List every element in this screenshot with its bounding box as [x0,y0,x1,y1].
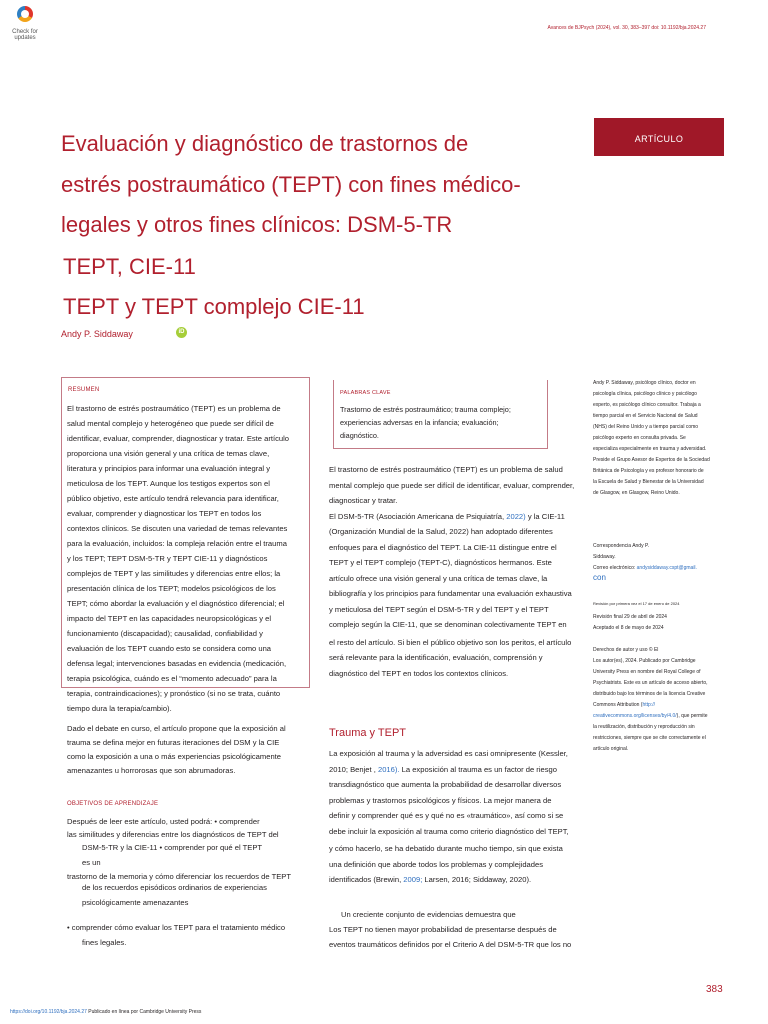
correspondence-line [593,563,697,574]
keywords-line: diagnóstico. [340,431,379,440]
intro-line: complejo según la CIE-11, que se denominan colectivamente TEPT en [329,620,567,629]
objectives-line: es un [82,858,101,867]
abstract-line: público objetivo, este artículo tendrá relevancia para identificar, [67,494,279,503]
intro-line: mental complejo que puede ser difícil de identificar, evaluar, comprender, [329,480,575,490]
trauma-line: La exposición al trauma y la adversidad es casi omnipresente (Kessler, [329,749,568,758]
debate-line: como la exposición a una o más experiencias psicológicamente [67,752,282,761]
abstract-line: identificar, evaluar, comprender, diagnosticar y tratar. Este artículo [67,434,290,443]
title-line: Evaluación y diagnóstico de trastornos de [61,131,469,156]
doi-link[interactable]: https://doi.org/10.1192/bja.2024.27 [10,1009,87,1015]
intro-line: el resto del artículo. Si bien el público objetivo son los peritos, el artículo [329,637,572,647]
abstract-line: funcionamiento (discapacidad); causalidad, confiabilidad y [67,629,263,638]
license-text: ), que permite [676,713,708,719]
bio-line: especializa especialmente en trauma y adversidad. [593,446,707,452]
objectives-line: DSM-5-TR y la CIE-11 • comprender por qué el TEPT [82,843,263,852]
revised-date: Revisión final 29 de abril de 2024 [593,614,667,620]
paragraph-line: Los TEPT no tienen mayor probabilidad de presentarse después de [329,925,557,934]
abstract-line: meticulosa de los TEPT. Aunque los testigos expertos son el [67,479,270,488]
license-link[interactable]: http:// [642,702,655,708]
license-line: University Press en nombre del Royal College of [593,669,701,675]
license-line: la reutilización, distribución y reproducción sin [593,724,695,730]
title-line: TEPT, CIE-11 [63,254,196,279]
abstract-line: literatura y principios para informar una evaluación integral y [67,464,271,473]
objectives-line: psicológicamente amenazantes [82,898,189,907]
license-line: Los autor(es), 2024. Publicado por Cambridge [593,658,696,664]
trauma-line: debe incluir la exposición al trauma como criterio diagnóstico del TEPT, [329,826,569,836]
received-date: Revisión por primera vez el 17 de enero de 2024 [593,601,680,606]
debate-line: trauma se defina mejor en futuras iteraciones del DSM y la CIE [67,738,280,747]
intro-paragraph [329,462,591,681]
author-bio [593,378,710,499]
doi-text: Publicado en línea por Cambridge University Press [86,1009,202,1015]
intro-text: El DSM-5-TR (Asociación Americana de Psiquiatría, [329,511,507,521]
abstract-line: salud mental complejo y heterogéneo que puede ser difícil de [67,419,274,428]
intro-line: El trastorno de estrés postraumático (TEPT) es un problema de salud [329,465,563,474]
trauma-text: identificados (Brewin, [329,875,404,884]
bio-line: (NHS) del Reino Unido y a tiempo parcial como [593,424,699,430]
license-line: Derechos de autor y uso © El [593,647,659,653]
intro-line: artículo ofrece una visión general y una crítica de temas clave, la [329,573,548,583]
abstract-line: terapia, contraindicaciones); y pronóstico (si no se trata, cuánto [67,689,281,698]
intro-line: diagnosticar y tratar. [329,496,398,505]
section-heading: Trauma y TEPT [329,727,407,739]
bio-line: psicología clínica, psicólogo clínico y psicólogo [593,391,697,397]
abstract-line: complejos de TEPT y las similitudes y diferencias entre ellos; la [67,569,281,578]
badge-line2: updates [14,35,36,41]
abstract-line: proporciona una visión general y una crítica de temas clave, [67,449,270,458]
trauma-line: transdiagnóstico que aumenta la probabilidad de desarrollar diversos [329,780,562,789]
objectives-line: trastorno de la memoria y cómo diferenciar los recuerdos de TEPT [67,872,291,881]
trauma-line [329,762,591,778]
title-line: estrés postraumático (TEPT) con fines médico- [61,172,521,197]
trauma-line: y cómo hacerlo, se ha debatido durante mucho tiempo, sin que exista [329,844,563,853]
author-name[interactable]: Andy P. Siddaway [61,329,133,339]
license-line: restricciones, siempre que se cite correctamente el [593,735,706,741]
keywords-heading: PALABRAS CLAVE [340,390,391,396]
abstract-heading: RESUMEN [68,387,100,393]
email-link-tail[interactable]: con [593,573,606,582]
license-link[interactable]: creativecommons.org/licenses/by/4.0/ [593,713,677,719]
trauma-line: una definición que aborde todos los problemas y complejidades [329,859,544,869]
objectives-line: • comprender cómo evaluar los TEPT para el tratamiento médico [67,923,286,932]
intro-line [329,509,591,525]
objectives-line: de los recuerdos episódicos ordinarios de experiencias [82,883,267,892]
abstract-line: contextos clínicos. Se discuten una variedad de temas relevantes [67,524,288,533]
trauma-text: 2010; Benjet , [329,764,378,774]
trauma-line: definir y comprender qué es y qué no es «traumático», así como si se [329,811,564,820]
abstract-line: evaluar, comprender y diagnosticar los TEPT en todos los [67,509,262,518]
license-text: Commons Attribution ( [593,702,643,708]
badge-line1: Check for [12,29,38,35]
abstract-line: para la evaluación, incluidos: la compleja relación entre el trauma [67,539,287,548]
abstract-line: presentación clínica de los TEPT; modelos psicológicos de los [67,584,276,593]
objectives-line: Después de leer este artículo, usted podrá: • comprender [67,817,260,826]
paragraph-line: Un creciente conjunto de evidencias demuestra que [341,910,516,919]
trauma-line: problemas y trastornos psicológicos y físicos. La mejor manera de [329,795,552,805]
bio-line: Británica de Psicología y es profesor honorario de [593,468,704,474]
license-line [593,700,708,711]
license-line [593,711,708,722]
intro-text: y la CIE-11 [525,511,565,521]
license-line: artículo original. [593,746,629,752]
crossmark-icon [17,6,33,22]
intro-line: bibliografía y los principios para fundamentar una evaluación exhaustiva [329,589,572,598]
intro-line: enfoques para el diagnóstico del TEPT. La CIE-11 distingue entre el [329,542,557,552]
email-label: Correo electrónico: [593,565,637,571]
correspondence-line: Correspondencia Andy P. [593,543,650,549]
debate-line: amenazantes u horrorosas que son abrumadoras. [67,766,236,775]
bio-line: psicólogo experto en consulta privada. Se [593,435,686,441]
abstract-line: El trastorno de estrés postraumático (TEPT) es un problema de [67,404,281,413]
title-line: TEPT y TEPT complejo CIE-11 [63,294,365,319]
title-line: legales y otros fines clínicos: DSM-5-TR [61,212,453,237]
objectives-line: fines legales. [82,938,127,947]
intro-line: será relevante para la identificación, evaluación, comprensión y [329,653,543,662]
article-type-tag: ARTÍCULO [594,118,724,156]
correspondence-line: Siddaway. [593,554,616,560]
check-for-updates-badge[interactable] [6,6,44,46]
license [593,645,708,755]
doi-footer [10,1009,201,1015]
abstract-line: TEPT; cómo abordar la evaluación y el diagnóstico diferencial; el [67,599,285,608]
email-link[interactable]: andysiddaway.cspt@gmail. [636,565,697,571]
paragraph-line: eventos traumáticos definidos por el Criterio A del DSM-5-TR que los no [329,940,572,949]
license-line: distribuido bajo los términos de la licencia Creative [593,691,706,697]
bio-line: la Escuela de Salud y Bienestar de la Universidad [593,479,704,485]
abstract-line: terapia psicológica, cuándo es el “momento adecuado” para la [67,674,277,683]
objectives-heading: OBJETIVOS DE APRENDIZAJE [67,801,159,807]
orcid-icon[interactable]: iD [176,327,187,338]
bio-line: experto, es psicólogo clínico consultor. Trabaja a [593,402,701,408]
abstract-line: impacto del TEPT en las capacidades neuropsicológicas y el [67,614,272,623]
bio-line: tiempo parcial en el Servicio Nacional de Salud [593,413,698,419]
bio-line: de Glasgow, en Glasgow, Reino Unido. [593,490,680,496]
abstract-line: y los TEPT; TEPT DSM-5-TR y TEPT CIE-11 y diagnósticos [67,554,268,563]
debate-line: Dado el debate en curso, el artículo propone que la exposición al [67,724,286,733]
citation-link[interactable]: 2016). [377,764,400,774]
intro-line: diagnóstico del TEPT en todos los contextos clínicos. [329,668,509,678]
citation-link[interactable]: 2009; [403,875,423,884]
objectives-line: las similitudes y diferencias entre los diagnósticos de TEPT del [67,830,279,839]
trauma-line [329,872,591,888]
abstract-line: tiempo dura la terapia/cambio). [67,704,172,713]
abstract-line: evaluación de los TEPT cuando esto se considera como una [67,644,272,653]
accepted-date: Aceptado el 8 de mayo de 2024 [593,625,664,631]
intro-line: (Organización Mundial de la Salud, 2022) han adoptado diferentes [329,527,553,536]
trauma-text: Larsen, 2016; Siddaway, 2020). [422,875,532,884]
keywords-line: Trastorno de estrés postraumático; trauma complejo; [340,405,511,414]
abstract-line: defensa legal; intervenciones basadas en evidencia (medicación, [67,659,287,668]
correspondence [593,541,697,574]
bio-line: Preside el Grupo Asesor de Expertos de la Sociedad [593,457,710,463]
trauma-text: La exposición al trauma es un factor de riesgo [399,764,557,774]
trauma-paragraph [329,746,591,888]
license-line: Psychiatrists. Este es un artículo de acceso abierto, [593,680,708,686]
intro-line: y meticulosa del TEPT según el DSM-5-TR y del TEPT y el TEPT [329,604,549,614]
keywords-line: experiencias adversas en la infancia; evaluación; [340,418,499,427]
bio-line: Andy P. Siddaway, psicólogo clínico, doctor en [593,380,696,386]
citation-link[interactable]: 2022) [506,511,526,521]
intro-line: TEPT y el TEPT complejo (TEPT-C), diagnósticos hermanos. Este [329,558,552,567]
page-number: 383 [706,984,723,995]
journal-reference: Avances de BJPsych (2024), vol. 30, 383–397 doi: 10.1192/bja.2024.27 [547,25,706,31]
